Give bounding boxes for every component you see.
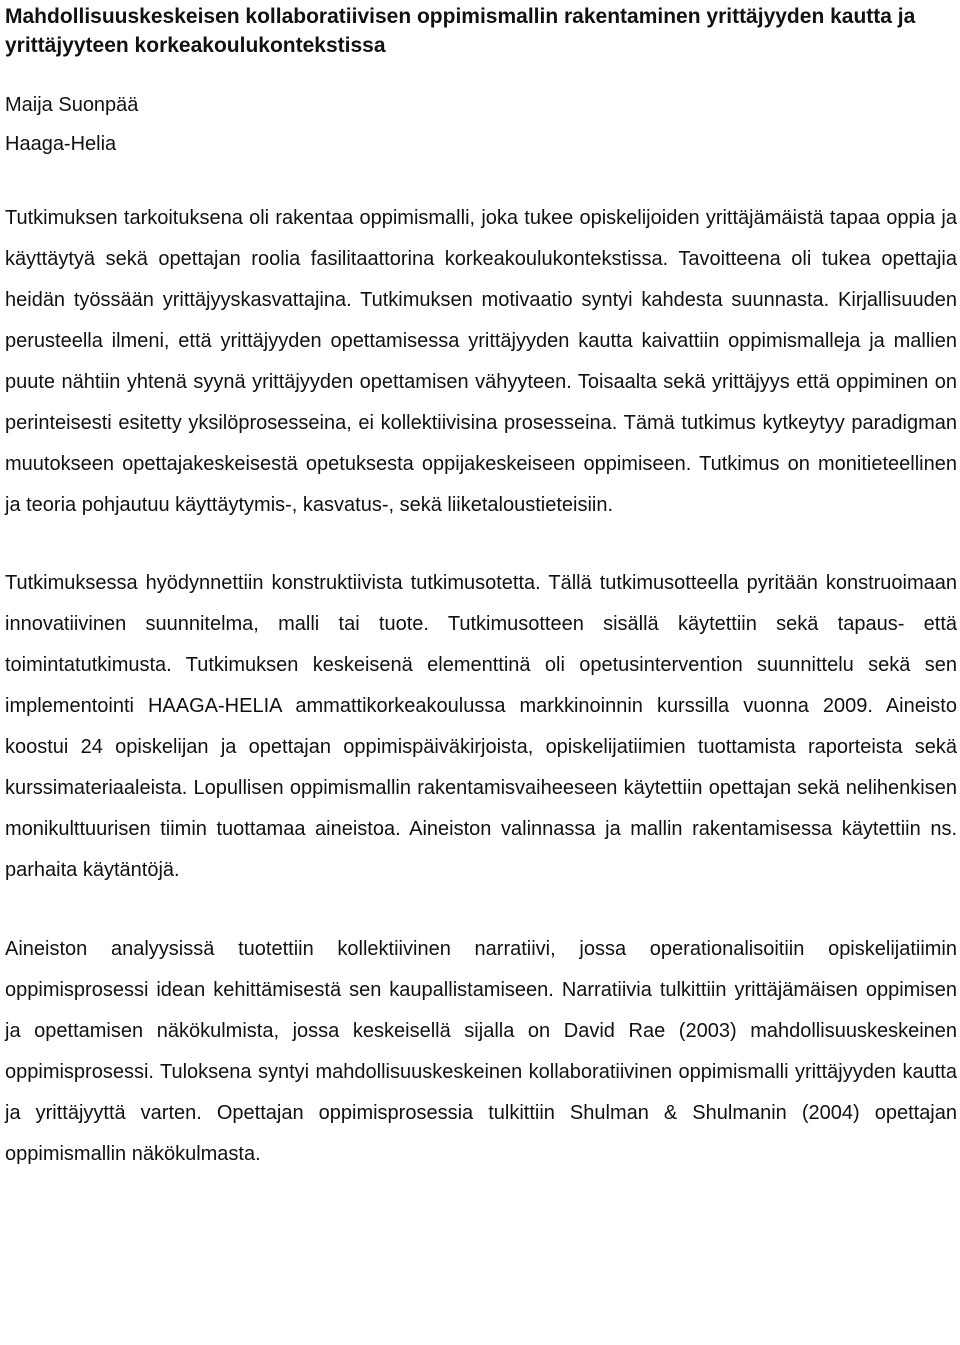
paragraph-analysis: Aineiston analyysissä tuotettiin kollektiivinen narratiivi, jossa operationalisoitiin opiskelijatiimin oppimisprosessi idean kehittämisestä sen kaupallistamiseen. Narratiivia tulkittiin yrittäjämäisen oppimisen ja opettamisen näkökulmista, jossa keskeisellä sijalla on David Rae (2003) mahdollisuuskeskeinen oppimisprosessi. Tuloksena syntyi mahdollisuuskeskeinen kollaboratiivinen oppimismalli yrittäjyyden kautta ja yrittäjyyttä varten. Opettajan oppimisprosessia tulkittiin Shulman & Shulmanin (2004) opettajan oppimismallin näkökulmasta. [5, 938, 957, 1165]
paragraph-purpose: Tutkimuksen tarkoituksena oli rakentaa oppimismalli, joka tukee opiskelijoiden yrittäjämäistä tapaa oppia ja käyttäytyä sekä opettajan roolia fasilitaattorina korkeakoulukontekstissa. Tavoitteena oli tukea opettajia heidän työssään yrittäjyyskasvattajina. Tutkimuksen motivaatio syntyi kahdesta suunnasta. Kirjallisuuden perusteella ilmeni, että yrittäjyyden opettamisessa yrittäjyyden kautta kaivattiin oppimismalleja ja mallien puute nähtiin yhtenä syynä yrittäjyyden opettamisen vähyyteen. Toisaalta sekä yrittäjyys että oppiminen on perinteisesti esitetty yksilöprosesseina, ei kollektiivisina prosesseina. Tämä tutkimus kytkeytyy paradigman muutokseen opettajakeskeisestä opetuksesta oppijakeskeiseen oppimiseen. Tutkimus on monitieteellinen ja teoria pohjautuu käyttäytymis-, kasvatus-, sekä liiketaloustieteisiin. [5, 207, 957, 516]
document-page [5, 0, 957, 1175]
paragraph-method: Tutkimuksessa hyödynnettiin konstruktiivista tutkimusotetta. Tällä tutkimusotteella pyritään konstruoimaan innovatiivinen suunnitelma, malli tai tuote. Tutkimusotteen sisällä käytettiin sekä tapaus- että toimintatutkimusta. Tutkimuksen keskeisenä elementtinä oli opetusintervention suunnittelu sekä sen implementointi HAAGA-HELIA ammattikorkeakoulussa markkinoinnin kurssilla vuonna 2009. Aineisto koostui 24 opiskelijan ja opettajan oppimispäiväkirjoista, opiskelijatiimien tuottamista raporteista sekä kurssimateriaaleista. Lopullisen oppimismallin rakentamisvaiheeseen käytettiin opettajan sekä nelihenkisen monikulttuurisen tiimin tuottamaa aineistoa. Aineiston valinnassa ja mallin rakentamisessa käytettiin ns. parhaita käytäntöjä. [5, 572, 957, 881]
author-name: Maija Suonpää [5, 94, 139, 116]
document-title: Mahdollisuuskeskeisen kollaboratiivisen oppimismallin rakentaminen yrittäjyyden kautta ja yrittäjyyteen korkeakoulukontekstissa [5, 5, 916, 57]
author-organization: Haaga-Helia [5, 133, 117, 155]
